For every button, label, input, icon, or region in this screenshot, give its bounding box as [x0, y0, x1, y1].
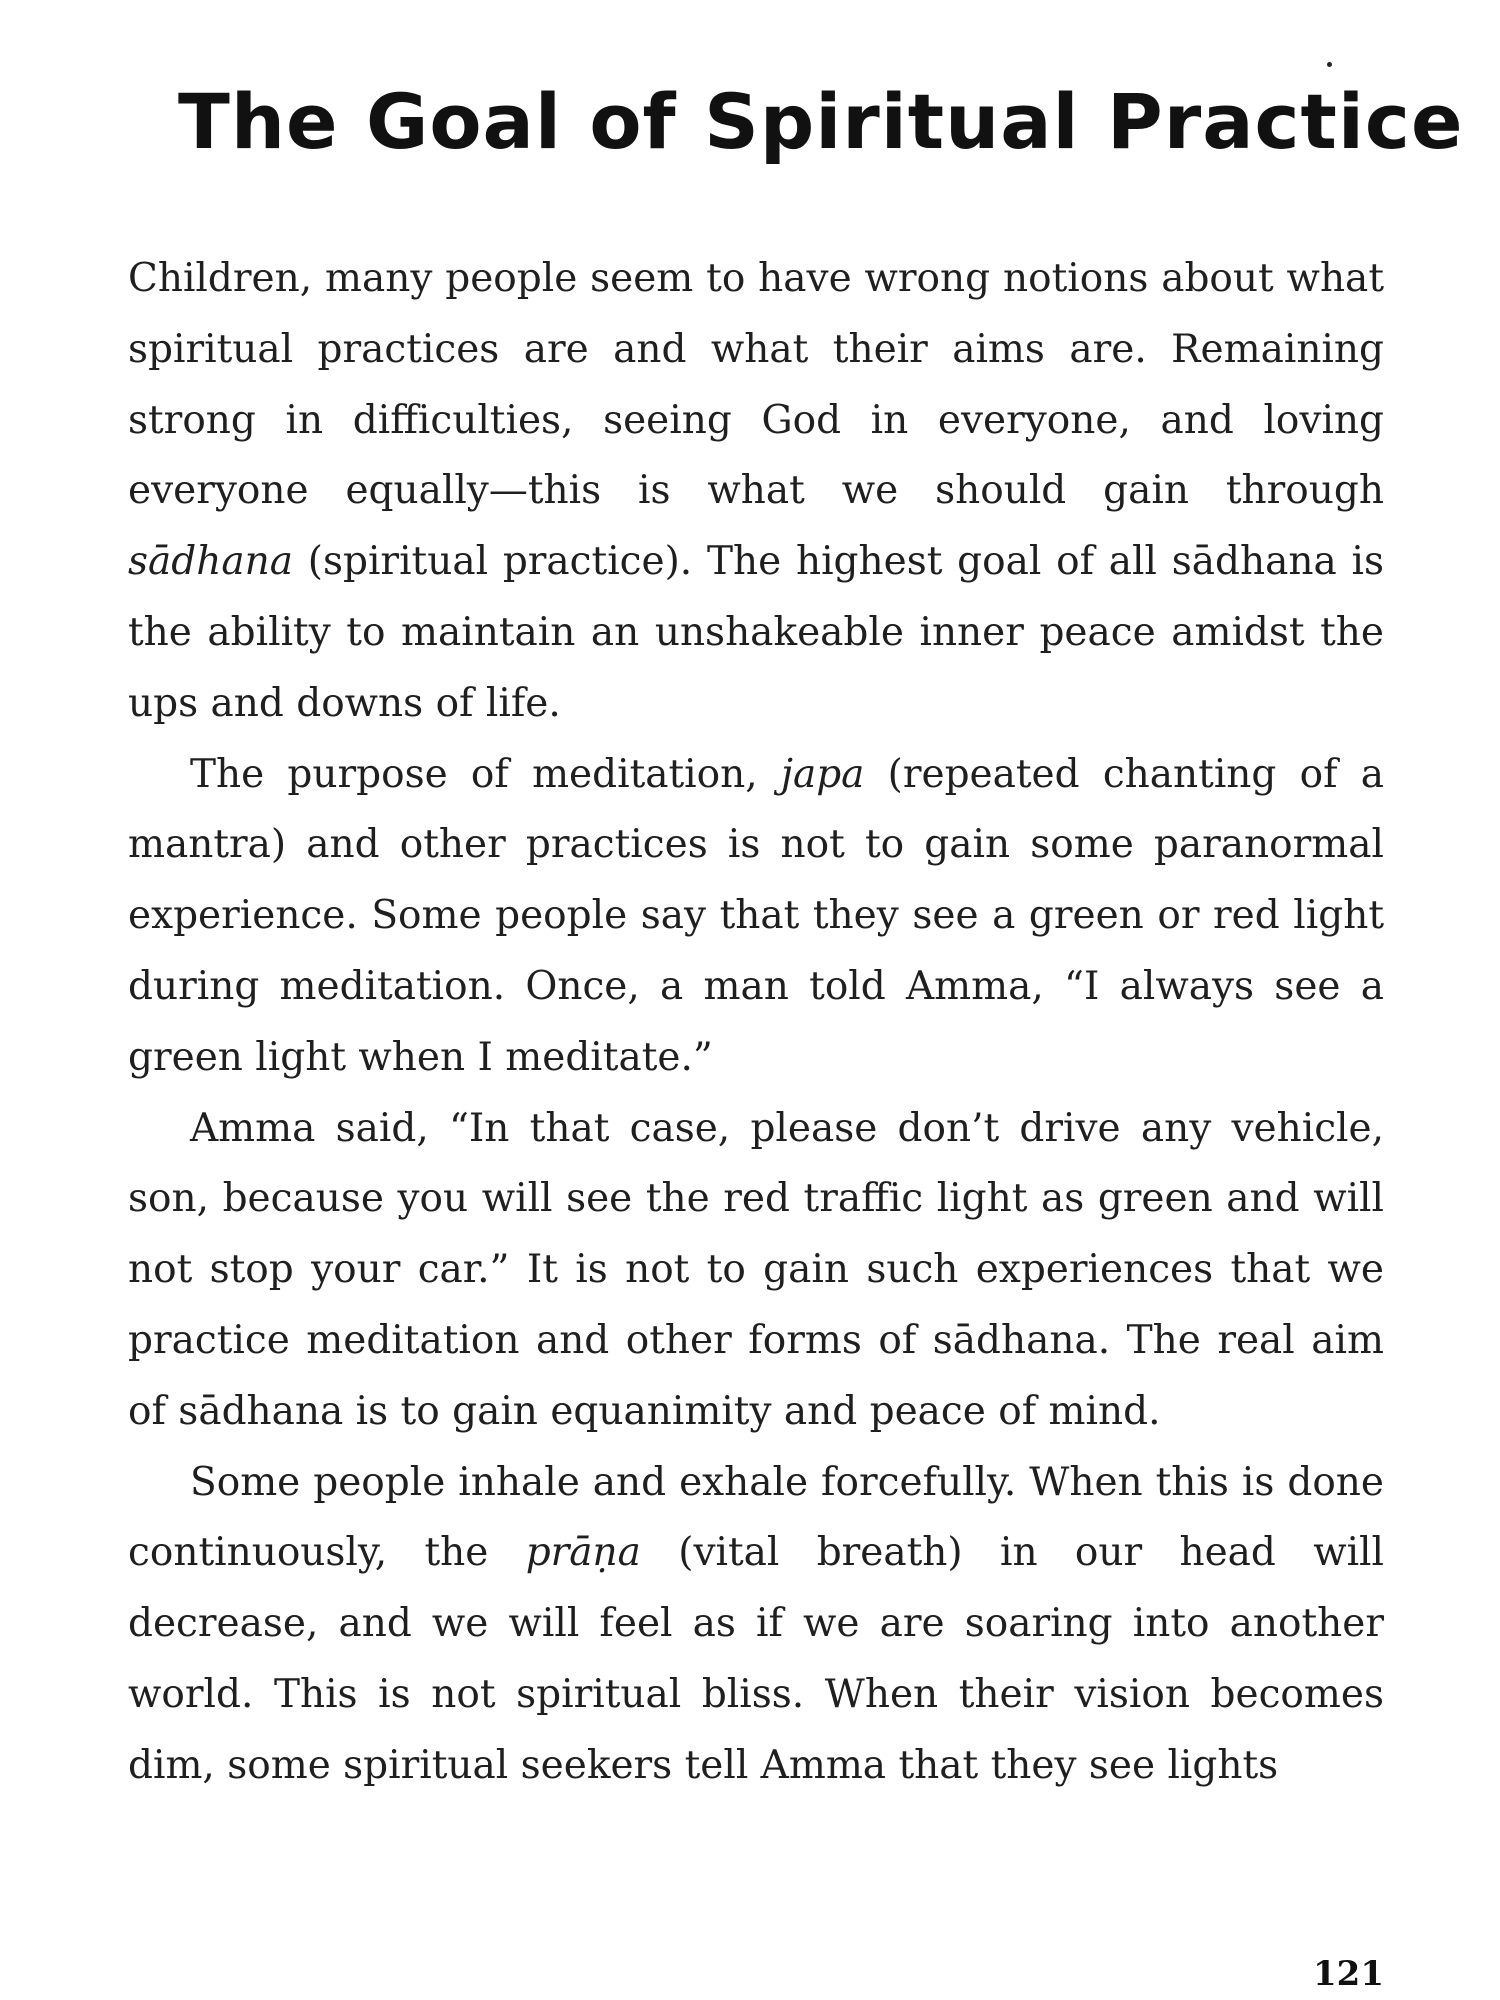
paragraph-4 — [128, 1448, 1384, 1802]
term-sadhana: sādhana — [128, 539, 293, 585]
paragraph-3 — [128, 1094, 1384, 1448]
paragraph-text: (spiritual practice). The highest goal of all sādhana is the ability to maintain an unshakeable inner peace amidst the ups and downs of life. — [128, 539, 1384, 726]
paragraph-2 — [128, 740, 1384, 1094]
term-japa: japa — [780, 751, 865, 797]
paragraph-text: The purpose of meditation, — [190, 751, 781, 797]
print-speck — [1327, 62, 1332, 67]
chapter-title: The Goal of Spiritual Practice — [178, 77, 1464, 166]
paragraph-text: Some people inhale and exhale forcefully. When this is done continuously, the — [128, 1459, 1384, 1576]
paragraph-text: (repeated chanting of a mantra) and other practices is not to gain some paranormal experience. Some people say that they see a green or red light during meditation. Once, a man told Amma, “I always see a green light when I meditate.” — [128, 751, 1384, 1080]
page-number: 121 — [1313, 1954, 1384, 1994]
paragraph-text: (vital breath) in our head will decrease, and we will feel as if we are soaring into another world. This is not spiritual bliss. When their vision becomes dim, some spiritual seekers tell Amma that they see lights — [128, 1530, 1384, 1788]
paragraph-1 — [128, 244, 1384, 740]
book-page — [128, 0, 1464, 2000]
term-prana: prāṇa — [525, 1530, 641, 1576]
body-text — [128, 244, 1384, 1802]
paragraph-text: Amma said, “In that case, please don’t drive any vehicle, son, because you will see the red traffic light as green and will not stop your car.” It is not to gain such experiences that we practice meditation and other forms of sādhana. The real aim of sādhana is to gain equanimity and peace of mind. — [128, 1105, 1384, 1434]
paragraph-text: Children, many people seem to have wrong notions about what spiritual practices are and what their aims are. Remaining strong in difficulties, seeing God in everyone, and loving everyone equally—this is what we should gain through — [128, 256, 1384, 514]
